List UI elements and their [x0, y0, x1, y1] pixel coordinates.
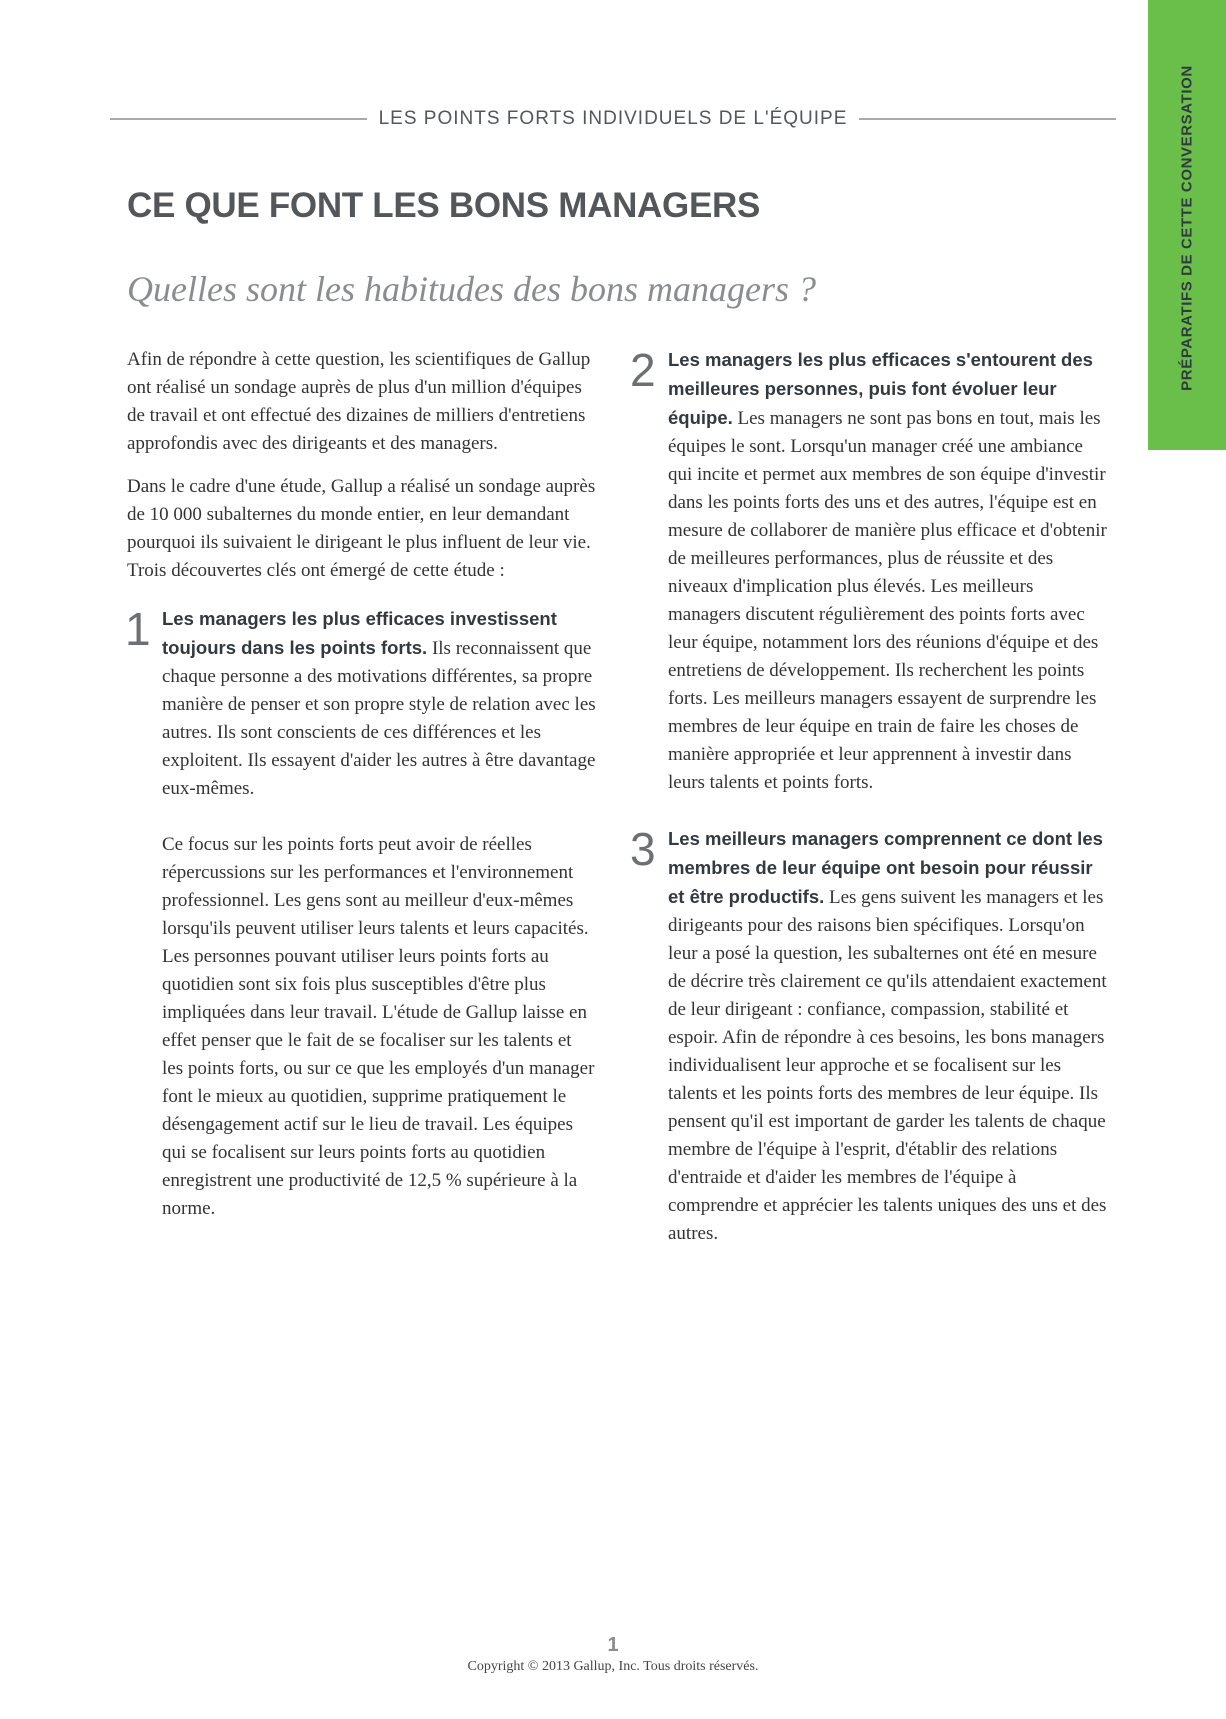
- finding-lead: Les managers les plus efficaces s'entourent des meilleures personnes, puis font évoluer leur équipe.: [668, 349, 1093, 428]
- finding-number: 3: [630, 823, 656, 875]
- finding-lead: Les meilleurs managers comprennent ce dont les membres de leur équipe ont besoin pour réussir et être productifs.: [668, 828, 1103, 907]
- page-number: 1: [607, 1634, 619, 1656]
- finding-3: [630, 823, 1108, 1248]
- side-section-tab: [1148, 0, 1226, 450]
- left-column: [127, 346, 597, 1251]
- section-header-label: LES POINTS FORTS INDIVIDUELS DE L'ÉQUIPE: [378, 108, 848, 129]
- side-tab-label: PRÉPARATIFS DE CETTE CONVERSATION: [1178, 65, 1196, 391]
- finding-body: Les gens suivent les managers et les dirigeants pour des raisons bien spécifiques. Lorsqu'on leur a posé la question, les subalternes ont été en mesure de décrire très clairement ce qu'ils attendaient exactement de leur dirigeant : confiance, compassion, stabilité et espoir. Afin de répondre à ces besoins, les bons managers individualisent leur approche et se focalisent sur les talents et les points forts des membres de leur équipe. Ils pensent qu'il est important de garder les talents de chaque membre de l'équipe à l'esprit, d'établir des relations d'entraide et d'aider les membres de l'équipe à comprendre et apprécier les talents uniques des uns et des autres.: [668, 887, 1107, 1244]
- header-rule-right: [859, 118, 1116, 120]
- finding-number: 1: [125, 603, 151, 655]
- finding-extra: Ce focus sur les points forts peut avoir de réelles répercussions sur les performances et l'environnement professionnel. Les gens sont au meilleur d'eux-mêmes lorsqu'ils peuvent utiliser leurs talents et leurs capacités. Les personnes pouvant utiliser leurs points forts au quotidien sont six fois plus susceptibles d'être plus impliquées dans leur travail. L'étude de Gallup laisse en effet penser que le fait de se focaliser sur les talents et les points forts, ou sur ce que les employés d'un manager font le mieux au quotidien, supprime pratiquement le désengagement actif sur le lieu de travail. Les équipes qui se focalisent sur leurs points forts au quotidien enregistrent une productivité de 12,5 % supérieure à la norme.: [162, 834, 595, 1219]
- finding-lead: Les managers les plus efficaces investissent toujours dans les points forts.: [162, 608, 557, 658]
- page-title: CE QUE FONT LES BONS MANAGERS: [127, 186, 761, 225]
- finding-1: [127, 605, 597, 1223]
- section-header: [110, 104, 1116, 134]
- finding-2: [630, 344, 1108, 797]
- finding-body: Les managers ne sont pas bons en tout, mais les équipes le sont. Lorsqu'un manager créé une ambiance qui incite et permet aux membres de son équipe d'investir dans les points forts des uns et des autres, l'équipe est en mesure de collaborer de manière plus efficace et d'obtenir de meilleures performances, plus de réussite et des niveaux d'implication plus élevés. Les meilleurs managers discutent régulièrement des points forts avec leur équipe, notamment lors des réunions d'équipe et des entretiens de développement. Ils recherchent les points forts. Les meilleurs managers essayent de surprendre les membres de leur équipe en train de faire les choses de manière appropriée et leur apprennent à investir dans leurs talents et points forts.: [668, 408, 1107, 793]
- header-rule-left: [110, 118, 367, 120]
- intro-paragraph: Afin de répondre à cette question, les scientifiques de Gallup ont réalisé un sondage auprès de plus d'un million d'équipes de travail et ont effectué des dizaines de milliers d'entretiens approfondis avec des dirigeants et des managers.: [127, 349, 591, 454]
- finding-number: 2: [630, 344, 656, 396]
- right-column: [630, 344, 1108, 1276]
- intro-paragraph: Dans le cadre d'une étude, Gallup a réalisé un sondage auprès de 10 000 subalternes du monde entier, en leur demandant pourquoi ils suivaient le dirigeant le plus influent de leur vie. Trois découvertes clés ont émergé de cette étude :: [127, 476, 596, 581]
- page-subtitle: Quelles sont les habitudes des bons managers ?: [127, 269, 816, 309]
- page-footer: [0, 1633, 1226, 1677]
- finding-body: Ils reconnaissent que chaque personne a des motivations différentes, sa propre manière de penser et son propre style de relation avec les autres. Ils sont conscients de ces différences et les exploitent. Ils essayent d'aider les autres à être davantage eux-mêmes.: [162, 638, 596, 799]
- copyright-notice: Copyright © 2013 Gallup, Inc. Tous droits réservés.: [467, 1659, 759, 1674]
